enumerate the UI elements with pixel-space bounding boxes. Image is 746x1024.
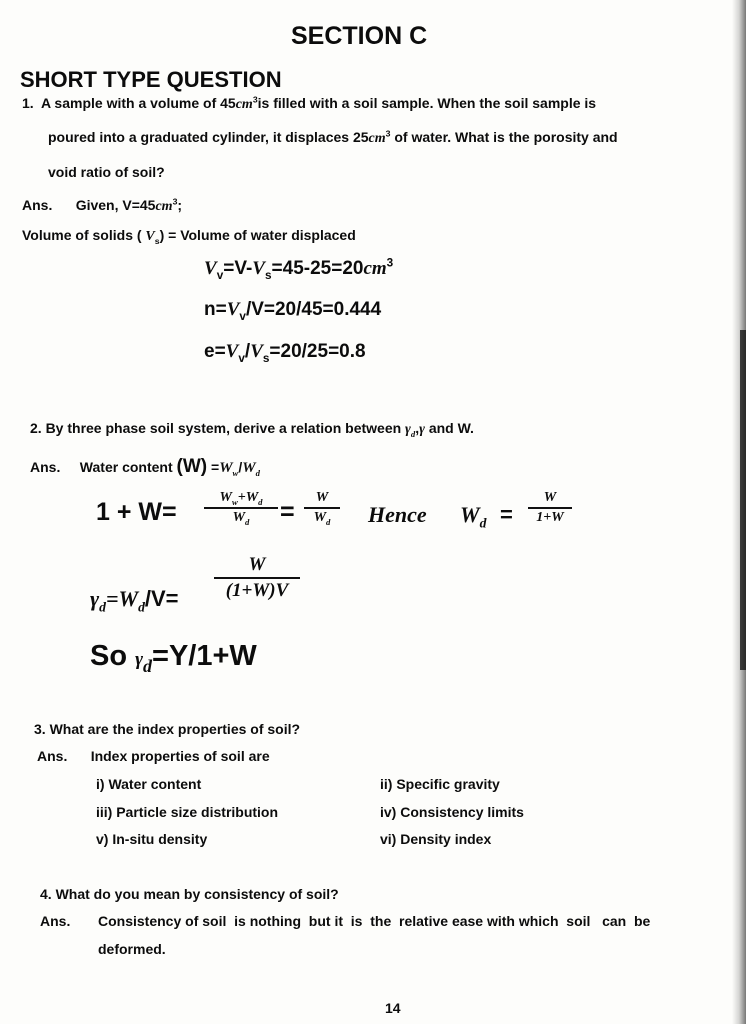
list-item: vi) Density index	[380, 831, 492, 847]
text: (W)	[176, 456, 208, 477]
unit-exponent: 3	[385, 128, 391, 139]
q1-line-1	[22, 95, 596, 113]
symbol: V	[225, 341, 239, 362]
list-item: v) In-situ density	[96, 831, 208, 847]
equals-sign: =	[500, 502, 513, 527]
symbol: W	[242, 460, 256, 476]
symbol: V	[252, 258, 265, 279]
given-text: ;	[177, 197, 183, 213]
numerator: W	[543, 490, 557, 505]
answer-label: Ans.	[37, 748, 68, 764]
text: ,	[415, 420, 420, 436]
numerator: $W_w+W_d$	[219, 490, 263, 507]
scan-edge-dark-band	[740, 330, 746, 670]
subscript: v	[216, 268, 224, 282]
q1-equation-vv	[204, 258, 393, 280]
text: Water content	[79, 459, 177, 475]
subscript: w	[232, 467, 239, 478]
answer-label: Ans.	[30, 459, 61, 475]
list-item: i) Water content	[96, 776, 202, 792]
text: /	[238, 459, 243, 475]
text: Index properties of soil are	[90, 748, 270, 764]
subscript: d	[255, 467, 260, 478]
q4-answer-label: Ans.	[40, 913, 71, 929]
symbol: V	[250, 341, 263, 362]
text: e=	[204, 341, 226, 362]
text: So	[90, 640, 136, 672]
text: =45-25=20	[271, 258, 364, 279]
numerator: W	[315, 490, 329, 505]
subscript: d	[143, 655, 153, 676]
section-title: SECTION C	[291, 22, 428, 50]
q4-answer-line-1: Consistency of soil is nothing but it is the relative ease with which soil can be	[98, 913, 651, 929]
text: ) = Volume of water displaced	[159, 227, 356, 243]
symbol-gamma: γ	[135, 649, 144, 670]
q1-volume-solids	[22, 227, 356, 245]
list-item: ii) Specific gravity	[380, 776, 500, 792]
text: 2. By three phase soil system, derive a relation between	[30, 420, 406, 436]
q1-line-2	[48, 129, 618, 147]
q2-so-conclusion	[90, 640, 257, 676]
fraction-bar	[528, 507, 572, 509]
text: =	[207, 459, 220, 475]
unit-exponent: 3	[252, 94, 258, 105]
symbol-gamma: γ	[419, 422, 425, 437]
text: =20/25=0.8	[269, 341, 366, 362]
wd-symbol: $W_d$	[460, 502, 487, 531]
unit-cm: cm	[155, 199, 173, 214]
list-item: iii) Particle size distribution	[96, 804, 279, 820]
denominator: 1+W	[536, 510, 564, 525]
q1-text: A sample with a volume of 45	[40, 95, 236, 111]
text: /V=20/45=0.444	[245, 299, 382, 320]
fraction-bar	[214, 577, 300, 579]
symbol: V	[145, 229, 155, 244]
given-text: Given, V=45	[75, 197, 156, 213]
q1-text: is filled with a soil sample. When the soil sample is	[257, 95, 597, 111]
symbol-gamma: γ	[90, 586, 100, 611]
q4-question: 4. What do you mean by consistency of soil?	[40, 886, 339, 902]
fraction-w-over-1-plus-w-v	[214, 554, 300, 602]
unit-cm: cm	[235, 97, 253, 112]
subscript: s	[264, 268, 272, 282]
q2-answer-water-content	[30, 456, 260, 478]
symbol: V	[204, 258, 217, 279]
q1-number: 1.	[22, 95, 34, 111]
subscript: s	[262, 351, 270, 365]
q2-question	[30, 420, 474, 438]
q1-text: poured into a graduated cylinder, it displaces 25	[48, 129, 369, 145]
text: n=	[204, 299, 227, 320]
subscript: v	[239, 309, 246, 323]
text: =V-	[223, 258, 253, 279]
text: Volume of solids (	[22, 227, 146, 243]
unit-cm: cm	[363, 258, 387, 279]
denominator: (1+W)V	[225, 580, 289, 601]
symbol-gamma: γ	[405, 422, 411, 437]
text: and W.	[424, 420, 474, 436]
q2-gamma-d-equation	[90, 586, 179, 615]
hence-label: Hence	[368, 502, 427, 527]
text: /V=	[144, 586, 179, 611]
subscript: d	[410, 428, 416, 439]
fraction-ww-plus-wd-over-wd	[204, 490, 278, 526]
q1-equation-porosity	[204, 299, 381, 321]
equals-sign: =	[280, 498, 295, 526]
q2-lhs: 1 + W=	[96, 498, 177, 526]
q1-answer-given	[22, 197, 182, 215]
list-item: iv) Consistency limits	[380, 804, 524, 820]
denominator: $W_d$	[232, 510, 250, 527]
symbol: W	[219, 460, 233, 476]
fraction-w-over-1-plus-w	[528, 490, 572, 526]
q4-answer-line-2: deformed.	[98, 941, 166, 957]
short-type-heading: SHORT TYPE QUESTION	[20, 67, 282, 92]
q1-line-3: void ratio of soil?	[48, 164, 165, 180]
unit-exponent: 3	[386, 256, 394, 270]
symbol: V	[226, 299, 240, 320]
denominator: $W_d$	[313, 510, 331, 527]
subscript: v	[238, 351, 245, 365]
text: =W	[105, 586, 139, 611]
unit-cm: cm	[368, 131, 386, 146]
fraction-w-over-wd	[304, 490, 340, 526]
answer-label: Ans.	[22, 197, 53, 213]
numerator: W	[248, 554, 266, 575]
unit-exponent: 3	[172, 196, 178, 207]
subscript: d	[99, 599, 106, 615]
q1-text: of water. What is the porosity and	[390, 129, 618, 145]
q1-equation-void-ratio	[204, 341, 366, 363]
text: /	[244, 341, 251, 362]
subscript: s	[154, 235, 160, 246]
q3-question: 3. What are the index properties of soil?	[34, 721, 301, 737]
q3-answer-intro	[37, 748, 270, 764]
page-number: 14	[385, 1000, 401, 1016]
text: =Y/1+W	[152, 640, 257, 672]
subscript: d	[138, 599, 145, 615]
fraction-bar	[304, 507, 340, 509]
fraction-bar	[204, 507, 278, 509]
